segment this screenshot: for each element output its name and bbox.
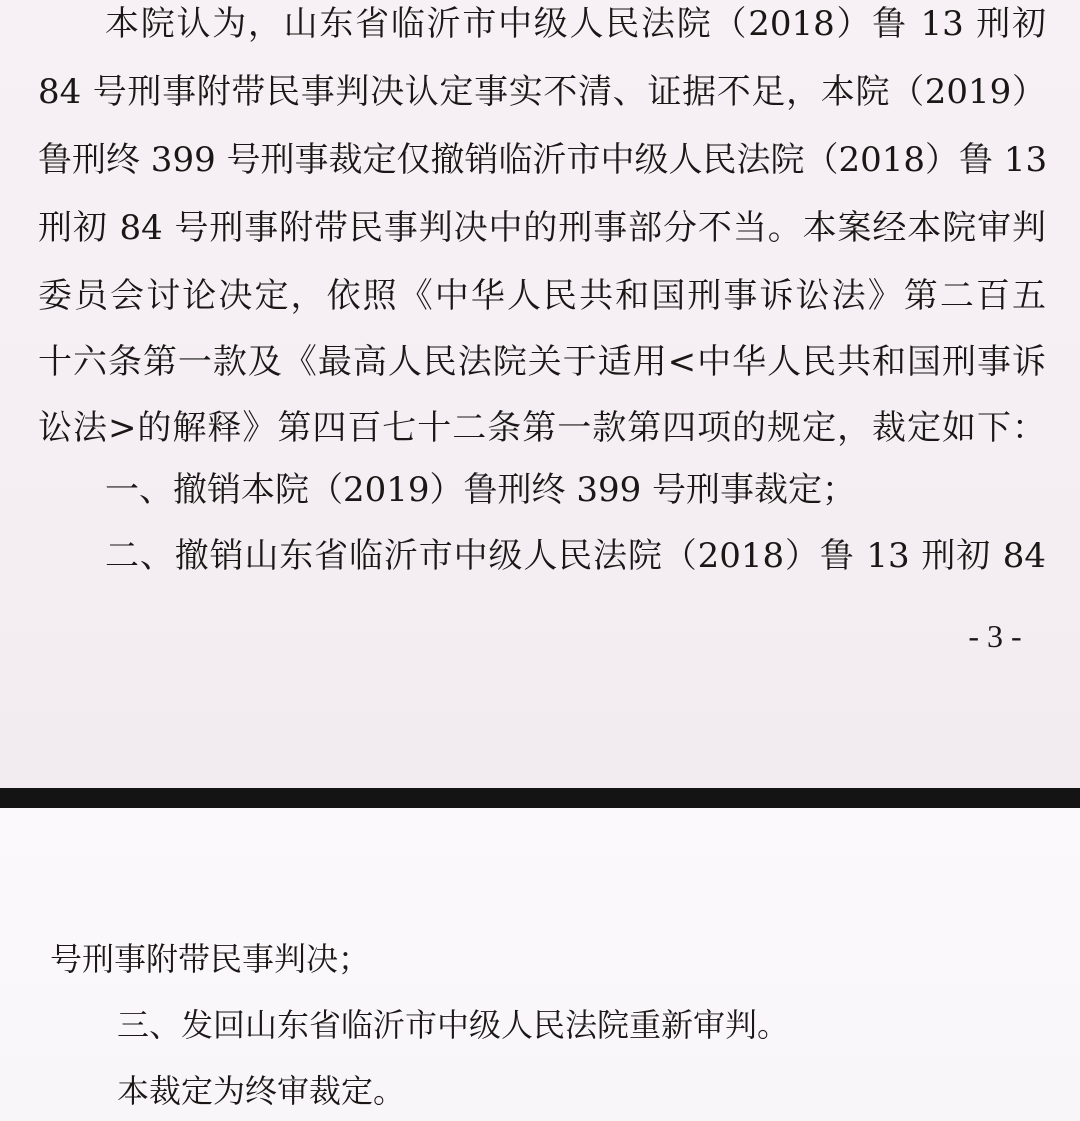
ruling-item-2-continued: 号刑事附带民事判决； xyxy=(50,940,371,978)
final-ruling-statement: 本裁定为终审裁定。 xyxy=(117,1072,406,1110)
paragraph-line-3: 鲁刑终 399 号刑事裁定仅撤销临沂市中级人民法院（2018）鲁 13 xyxy=(38,140,1048,180)
document-page-bottom xyxy=(0,808,1080,1121)
ruling-item-3: 三、发回山东省临沂市中级人民法院重新审判。 xyxy=(117,1006,790,1044)
paragraph-line-7: 讼法>的解释》第四百七十二条第一款第四项的规定，裁定如下： xyxy=(38,408,1046,448)
paragraph-line-2: 84 号刑事附带民事判决认定事实不清、证据不足，本院（2019） xyxy=(38,72,1046,112)
paragraph-line-4: 刑初 84 号刑事附带民事判决中的刑事部分不当。本案经本院审判 xyxy=(38,208,1046,248)
page-number: - 3 - xyxy=(968,618,1022,654)
paragraph-line-5: 委员会讨论决定，依照《中华人民共和国刑事诉讼法》第二百五 xyxy=(38,276,1046,316)
ruling-item-2: 二、撤销山东省临沂市中级人民法院（2018）鲁 13 刑初 84 xyxy=(105,536,1046,576)
paragraph-line-1: 本院认为，山东省临沂市中级人民法院（2018）鲁 13 刑初 xyxy=(105,4,1046,44)
ruling-item-1: 一、撤销本院（2019）鲁刑终 399 号刑事裁定； xyxy=(105,470,857,510)
paragraph-line-6: 十六条第一款及《最高人民法院关于适用<中华人民共和国刑事诉 xyxy=(38,342,1046,382)
page-divider xyxy=(0,788,1080,808)
